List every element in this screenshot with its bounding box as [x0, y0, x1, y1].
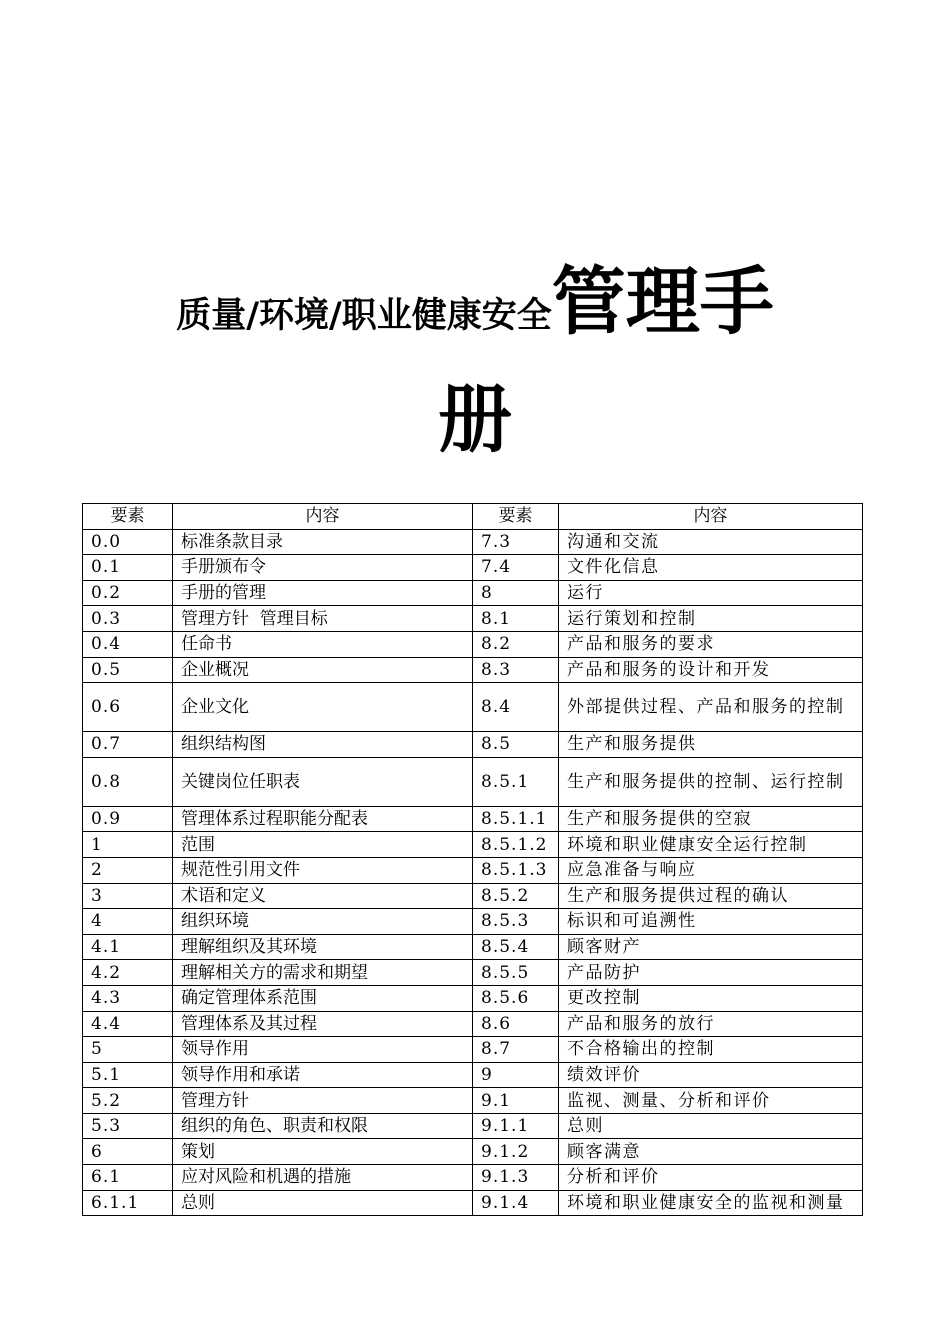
element-content: 应对风险和机遇的措施 — [173, 1165, 473, 1191]
element-content: 生产和服务提供过程的确认 — [559, 883, 863, 909]
element-code: 0.3 — [83, 606, 173, 632]
header-element-right: 要素 — [473, 504, 559, 530]
document-title — [0, 252, 950, 468]
element-code: 8.5.4 — [473, 934, 559, 960]
element-content: 总则 — [173, 1190, 473, 1216]
element-content: 确定管理体系范围 — [173, 985, 473, 1011]
element-content: 理解相关方的需求和期望 — [173, 960, 473, 986]
element-content: 生产和服务提供 — [559, 732, 863, 758]
element-content: 运行 — [559, 580, 863, 606]
element-code: 4 — [83, 909, 173, 935]
element-code: 9.1.3 — [473, 1165, 559, 1191]
element-content: 企业文化 — [173, 683, 473, 732]
element-content: 关键岗位任职表 — [173, 757, 473, 806]
element-content: 顾客财产 — [559, 934, 863, 960]
table-row — [83, 1088, 863, 1114]
element-content: 领导作用和承诺 — [173, 1062, 473, 1088]
element-content: 标识和可追溯性 — [559, 909, 863, 935]
element-code: 1 — [83, 832, 173, 858]
element-code: 2 — [83, 857, 173, 883]
table-row — [83, 960, 863, 986]
title-part-1: 质量/环境/职业健康安全 — [176, 296, 552, 336]
header-element-left: 要素 — [83, 504, 173, 530]
header-content-left: 内容 — [173, 504, 473, 530]
title-line-1 — [0, 252, 950, 372]
table-row — [83, 732, 863, 758]
element-code: 8.5.1.2 — [473, 832, 559, 858]
element-code: 0.5 — [83, 657, 173, 683]
table-row — [83, 857, 863, 883]
element-content: 环境和职业健康安全的监视和测量 — [559, 1190, 863, 1216]
element-code: 4.2 — [83, 960, 173, 986]
element-code: 0.0 — [83, 529, 173, 555]
element-content: 不合格输出的控制 — [559, 1037, 863, 1063]
element-content: 产品防护 — [559, 960, 863, 986]
element-content: 手册的管理 — [173, 580, 473, 606]
table-row — [83, 1062, 863, 1088]
table-row — [83, 832, 863, 858]
element-content: 管理方针 管理目标 — [173, 606, 473, 632]
element-code: 8.3 — [473, 657, 559, 683]
element-code: 9.1.4 — [473, 1190, 559, 1216]
element-content: 管理体系及其过程 — [173, 1011, 473, 1037]
element-content: 组织环境 — [173, 909, 473, 935]
element-code: 8.5.1.1 — [473, 806, 559, 832]
element-content: 产品和服务的设计和开发 — [559, 657, 863, 683]
element-code: 8.5.1 — [473, 757, 559, 806]
element-content: 文件化信息 — [559, 555, 863, 581]
element-content: 分析和评价 — [559, 1165, 863, 1191]
table-row — [83, 606, 863, 632]
element-content: 领导作用 — [173, 1037, 473, 1063]
table-row — [83, 806, 863, 832]
element-content: 总则 — [559, 1113, 863, 1139]
element-content: 应急准备与响应 — [559, 857, 863, 883]
element-content: 绩效评价 — [559, 1062, 863, 1088]
element-content: 策划 — [173, 1139, 473, 1165]
element-content: 范围 — [173, 832, 473, 858]
element-code: 8 — [473, 580, 559, 606]
element-code: 8.5.1.3 — [473, 857, 559, 883]
table-row — [83, 909, 863, 935]
element-code: 9.1.1 — [473, 1113, 559, 1139]
element-content: 产品和服务的要求 — [559, 631, 863, 657]
element-content: 组织的角色、职责和权限 — [173, 1113, 473, 1139]
element-content: 管理体系过程职能分配表 — [173, 806, 473, 832]
contents-table — [82, 503, 863, 1216]
element-code: 4.1 — [83, 934, 173, 960]
element-code: 8.2 — [473, 631, 559, 657]
element-code: 9.1 — [473, 1088, 559, 1114]
element-code: 8.5.3 — [473, 909, 559, 935]
element-code: 4.3 — [83, 985, 173, 1011]
table-row — [83, 529, 863, 555]
element-content: 外部提供过程、产品和服务的控制 — [559, 683, 863, 732]
element-code: 7.4 — [473, 555, 559, 581]
table-header-row — [83, 504, 863, 530]
element-code: 8.4 — [473, 683, 559, 732]
element-code: 6.1.1 — [83, 1190, 173, 1216]
table-row — [83, 757, 863, 806]
table-row — [83, 934, 863, 960]
table-row — [83, 683, 863, 732]
table-row — [83, 555, 863, 581]
table-row — [83, 1037, 863, 1063]
element-content: 环境和职业健康安全运行控制 — [559, 832, 863, 858]
table-row — [83, 1113, 863, 1139]
element-content: 任命书 — [173, 631, 473, 657]
element-code: 8.5 — [473, 732, 559, 758]
element-code: 5 — [83, 1037, 173, 1063]
element-code: 8.7 — [473, 1037, 559, 1063]
element-content: 手册颁布令 — [173, 555, 473, 581]
element-content: 监视、测量、分析和评价 — [559, 1088, 863, 1114]
element-code: 0.8 — [83, 757, 173, 806]
element-code: 0.1 — [83, 555, 173, 581]
element-code: 6.1 — [83, 1165, 173, 1191]
element-content: 标准条款目录 — [173, 529, 473, 555]
table-row — [83, 1139, 863, 1165]
header-content-right: 内容 — [559, 504, 863, 530]
table-row — [83, 1011, 863, 1037]
element-code: 0.6 — [83, 683, 173, 732]
element-code: 9 — [473, 1062, 559, 1088]
table-row — [83, 985, 863, 1011]
title-part-3: 册 — [438, 377, 512, 463]
element-content: 沟通和交流 — [559, 529, 863, 555]
table-row — [83, 657, 863, 683]
element-content: 企业概况 — [173, 657, 473, 683]
element-content: 理解组织及其环境 — [173, 934, 473, 960]
element-content: 组织结构图 — [173, 732, 473, 758]
element-code: 8.1 — [473, 606, 559, 632]
element-code: 5.1 — [83, 1062, 173, 1088]
element-content: 规范性引用文件 — [173, 857, 473, 883]
element-code: 8.5.6 — [473, 985, 559, 1011]
element-content: 运行策划和控制 — [559, 606, 863, 632]
element-content: 术语和定义 — [173, 883, 473, 909]
element-code: 4.4 — [83, 1011, 173, 1037]
element-code: 0.9 — [83, 806, 173, 832]
element-code: 5.2 — [83, 1088, 173, 1114]
table-row — [83, 580, 863, 606]
element-code: 7.3 — [473, 529, 559, 555]
element-code: 8.5.5 — [473, 960, 559, 986]
element-code: 8.6 — [473, 1011, 559, 1037]
element-code: 0.7 — [83, 732, 173, 758]
table-row — [83, 883, 863, 909]
element-content: 管理方针 — [173, 1088, 473, 1114]
element-code: 6 — [83, 1139, 173, 1165]
element-content: 生产和服务提供的控制、运行控制 — [559, 757, 863, 806]
element-code: 8.5.2 — [473, 883, 559, 909]
element-content: 生产和服务提供的空寂 — [559, 806, 863, 832]
title-part-2: 管理手 — [551, 259, 774, 345]
element-code: 0.4 — [83, 631, 173, 657]
element-code: 3 — [83, 883, 173, 909]
table-row — [83, 631, 863, 657]
element-code: 5.3 — [83, 1113, 173, 1139]
element-code: 0.2 — [83, 580, 173, 606]
table-row — [83, 1190, 863, 1216]
element-content: 更改控制 — [559, 985, 863, 1011]
element-content: 顾客满意 — [559, 1139, 863, 1165]
element-content: 产品和服务的放行 — [559, 1011, 863, 1037]
table-row — [83, 1165, 863, 1191]
element-code: 9.1.2 — [473, 1139, 559, 1165]
